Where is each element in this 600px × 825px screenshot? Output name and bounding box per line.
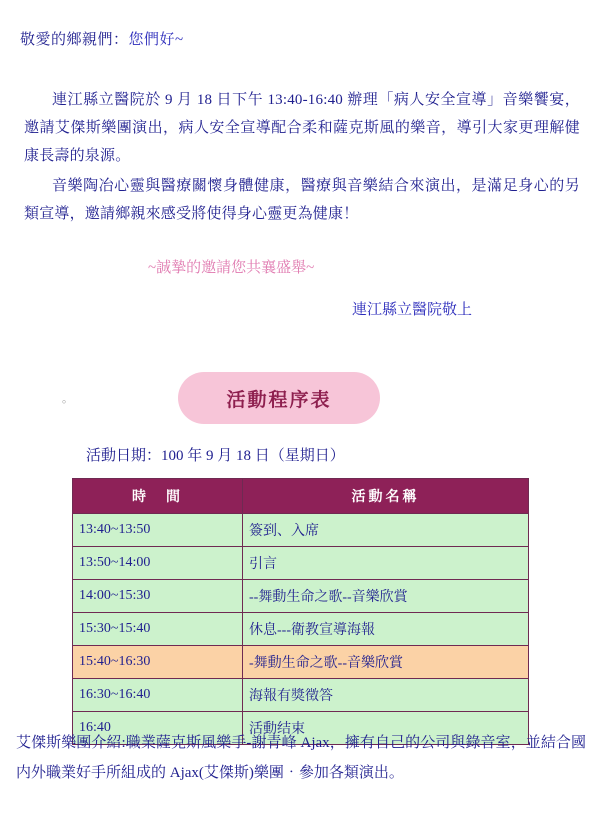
greeting-line: [20, 28, 184, 49]
table-row: [73, 646, 529, 679]
cell-time: 13:50~14:00: [73, 547, 243, 580]
paragraph-1: 連江縣立醫院於 9 月 18 日下午 13:40-16:40 辦理「病人安全宣導」音樂饗宴，邀請艾傑斯樂團演出，病人安全宣導配合柔和薩克斯風的樂音，導引大家更理解健康長壽的泉源。: [24, 92, 580, 164]
footnote-band-introduction: 艾傑斯樂團介紹:職業薩克斯風樂手-謝青峰 Ajax，擁有自己的公司與錄音室，並結合國内外職業好手所組成的 Ajax(艾傑斯)樂團‧參加各類演出。: [16, 735, 586, 781]
table-row: [73, 613, 529, 646]
section-title-banner: [178, 372, 380, 424]
schedule-table: [72, 478, 529, 745]
cell-activity: -舞動生命之歌--音樂欣賞: [243, 646, 529, 679]
cell-activity: 休息---衛教宣導海報: [243, 613, 529, 646]
column-header-time: 時 間: [73, 479, 243, 514]
paragraph-2: 音樂陶冶心靈與醫療關懷身體健康，醫療與音樂結合來演出，是滿足身心的另類宣導，邀請鄉親來感受將使得身心靈更為健康！: [24, 178, 580, 222]
stray-mark: 。: [62, 393, 73, 405]
table-row: [73, 514, 529, 547]
cell-time: 13:40~13:50: [73, 514, 243, 547]
greeting-highlight: 您們好~: [128, 32, 184, 48]
table-header-row: [73, 479, 529, 514]
greeting-prefix: 敬愛的鄉親們：: [20, 32, 129, 48]
cell-time: 15:40~16:30: [73, 646, 243, 679]
table-row: [73, 547, 529, 580]
cell-time: 16:40: [73, 712, 243, 745]
signature-line: 連江縣立醫院敬上: [352, 302, 473, 318]
table-row: [73, 679, 529, 712]
event-date-label: 活動日期：100 年 9 月 18 日（星期日）: [86, 448, 345, 464]
section-title-text: 活動程序表: [226, 389, 332, 411]
column-header-activity: 活動名稱: [243, 479, 529, 514]
invitation-line: ~誠摯的邀請您共襄盛舉~: [148, 260, 315, 276]
cell-activity: 海報有獎徵答: [243, 679, 529, 712]
cell-time: 16:30~16:40: [73, 679, 243, 712]
cell-activity: --舞動生命之歌--音樂欣賞: [243, 580, 529, 613]
cell-time: 15:30~15:40: [73, 613, 243, 646]
table-row: [73, 580, 529, 613]
cell-activity: 活動结束: [243, 712, 529, 745]
cell-activity: 簽到、入席: [243, 514, 529, 547]
cell-time: 14:00~15:30: [73, 580, 243, 613]
cell-activity: 引言: [243, 547, 529, 580]
